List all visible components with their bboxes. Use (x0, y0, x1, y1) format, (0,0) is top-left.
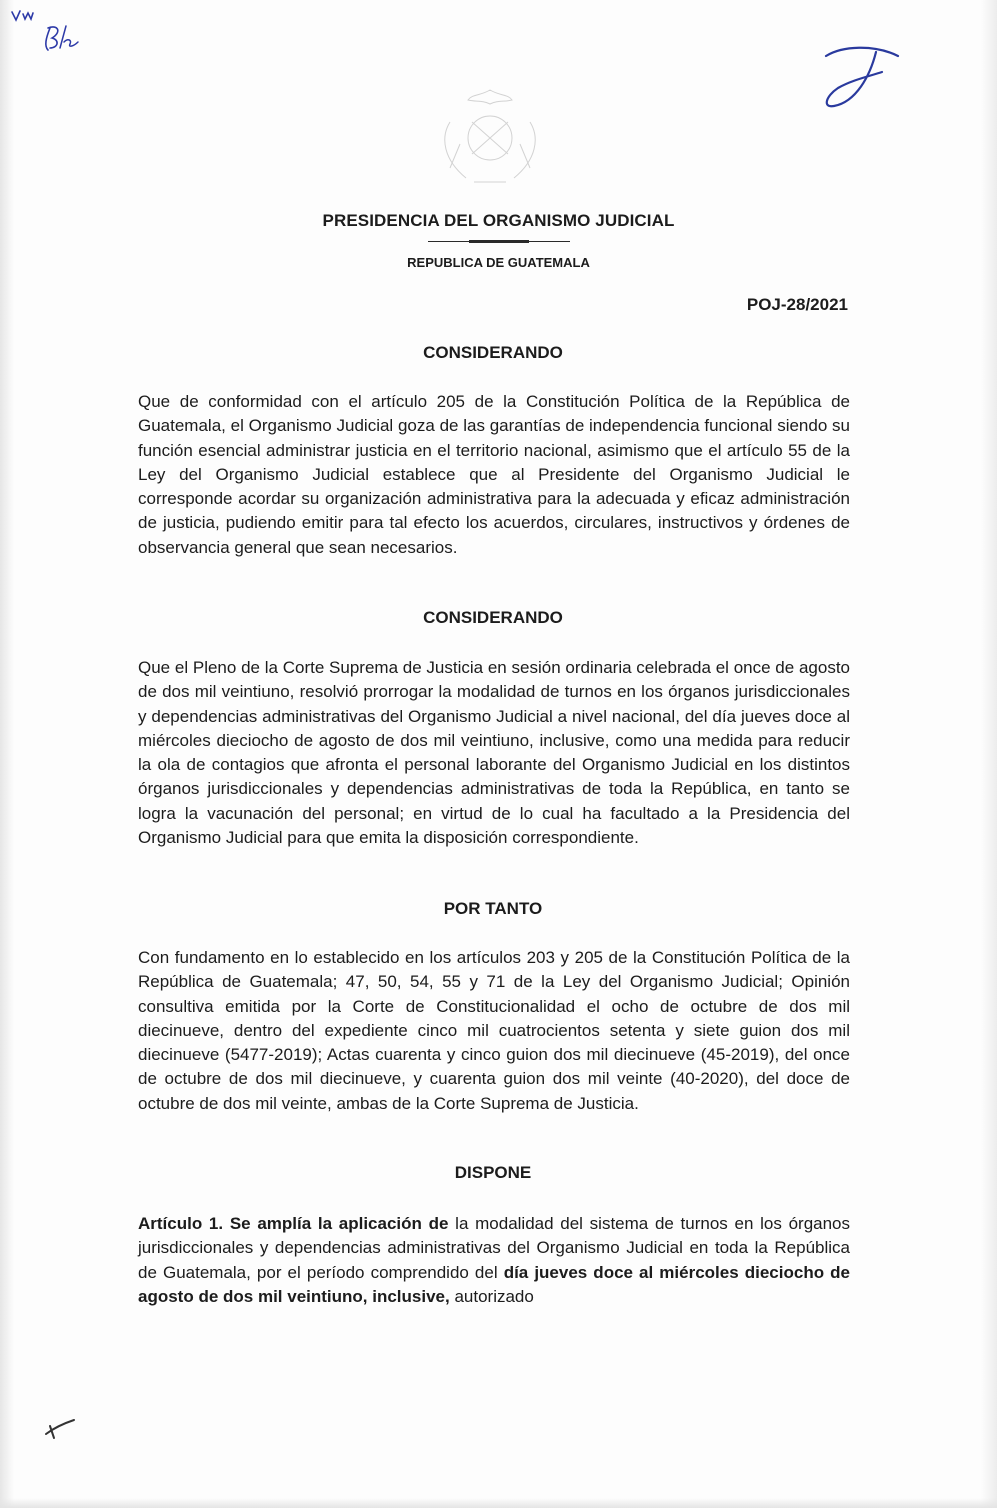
page-bottom-edge (0, 1498, 997, 1508)
paragraph-considerando-2: Que el Pleno de la Corte Suprema de Justicia en sesión ordinaria celebrada el once de agosto de dos mil veintiuno, resolvió prorrogar la modalidad de turnos en los órganos jurisdiccionales y dependencias administrativas del Organismo Judicial a nivel nacional, del día jueves doce al miércoles dieciocho de agosto de dos mil veintiuno, inclusive, como una medida para reducir la ola de contagios que afronta el personal laborante del Organismo Judicial en los distintos órganos jurisdiccionales y dependencias administrativas de toda la República, en tanto se logra la vacunación del personal; en virtud de lo cual ha facultado a la Presidencia del Organismo Judicial para que emita la disposición correspondiente. (138, 658, 850, 848)
section-heading-dispone: DISPONE (454, 1163, 532, 1182)
article-1-text-a: la modalidad del sistema de turnos en los órganos jurisdiccionales y dependencias administrativas del Organismo Judicial en toda la República de Guatemala, por el período comprendido del (138, 1214, 851, 1282)
handwritten-initials-mark (6, 2, 96, 72)
article-1-period: día jueves doce al miércoles dieciocho de agosto de dos mil veintiuno, inclusive, (138, 1262, 850, 1306)
paragraph-article-1 (138, 1212, 850, 1309)
paragraph-considerando-1: Que de conformidad con el artículo 205 de la Constitución Política de la República de Guatemala, el Organismo Judicial goza de las garantías de independencia funcional siendo su función esencial administrar justicia en el territorio nacional, asimismo que el artículo 55 de la Ley del Organismo Judicial establece que al Presidente del Organismo Judicial le corresponde acordar su organización administrativa para la adecuada y eficaz administración de justicia, pudiendo emitir para tal efecto los acuerdos, circulares, instructivos y órdenes de observancia general que sean necesarios. (138, 392, 850, 557)
section-heading-considerando-2: CONSIDERANDO (423, 608, 563, 627)
article-1-text-b: autorizado (449, 1286, 534, 1306)
section-heading-considerando-1: CONSIDERANDO (423, 343, 563, 362)
document-title: PRESIDENCIA DEL ORGANISMO JUDICIAL (322, 211, 675, 230)
paragraph-por-tanto: Con fundamento en lo establecido en los artículos 203 y 205 de la Constitución Política de la República de Guatemala; 47, 50, 54, 55 y 71 de la Ley del Organismo Judicial; Opinión consultiva emitida por la Corte de Constitucionalidad el ocho de octubre de dos mil diecinueve, dentro del expediente cinco mil cuatrocientos setenta y siete guion dos mil diecinueve (5477-2019); Actas cuarenta y cinco guion dos mil diecinueve (45-2019), del once de octubre de dos mil diecinueve, y cuarenta guion dos mil veinte (40-2020), del doce de octubre de dos mil veinte, ambas de la Corte Suprema de Justicia. (138, 948, 850, 1113)
article-1-lead: Artículo 1. Se amplía la aplicación de (138, 1214, 449, 1233)
title-divider-accent (469, 240, 529, 243)
coat-of-arms-watermark-icon (420, 82, 560, 194)
reference-number: POJ-28/2021 (746, 295, 848, 314)
document-subtitle: REPUBLICA DE GUATEMALA (407, 255, 590, 270)
section-heading-por-tanto: POR TANTO (443, 899, 543, 918)
handwritten-tick-mark (40, 1412, 80, 1442)
handwritten-signature-mark (812, 36, 912, 126)
